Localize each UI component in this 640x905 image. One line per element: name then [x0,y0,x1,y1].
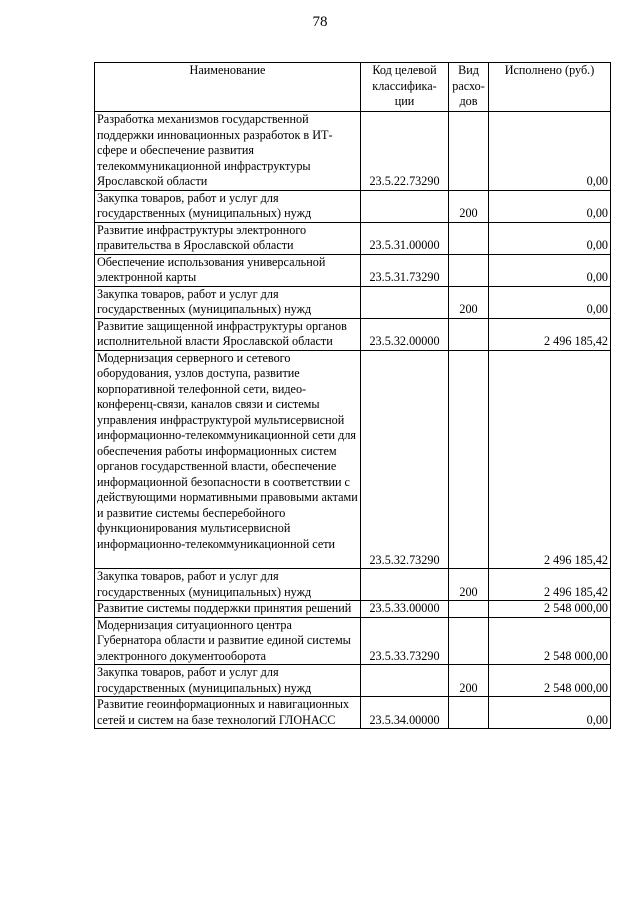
cell-name-text: Развитие геоинформационных и навигационных сетей и систем на базе технологий ГЛОНАСС [97,697,350,727]
table-row [95,318,611,350]
table-row [95,286,611,318]
cell-name [95,190,361,222]
cell-name-text: Закупка товаров, работ и услуг для государственных (муниципальных) нужд [97,569,312,599]
table-row [95,601,611,618]
cell-code: 23.5.33.00000 [361,601,449,618]
cell-name-text: Развитие системы поддержки принятия решений [97,601,352,615]
cell-amount: 0,00 [489,112,611,191]
table-row [95,569,611,601]
cell-code: 23.5.22.73290 [361,112,449,191]
cell-name-text: Закупка товаров, работ и услуг для государственных (муниципальных) нужд [97,665,312,695]
cell-name [95,601,361,618]
cell-code [361,665,449,697]
cell-amount: 2 496 185,42 [489,569,611,601]
cell-name [95,318,361,350]
column-header-name: Наименование [95,63,361,112]
cell-type [449,318,489,350]
cell-type: 200 [449,286,489,318]
cell-type: 200 [449,190,489,222]
cell-name [95,617,361,665]
table-row [95,697,611,729]
cell-type [449,222,489,254]
cell-type [449,617,489,665]
cell-amount: 0,00 [489,222,611,254]
cell-code: 23.5.32.00000 [361,318,449,350]
cell-code: 23.5.31.00000 [361,222,449,254]
column-header-code: Код целевой классифика-ции [361,63,449,112]
cell-type: 200 [449,665,489,697]
table-row [95,254,611,286]
table-row [95,617,611,665]
cell-name [95,697,361,729]
cell-type: 200 [449,569,489,601]
cell-amount: 2 548 000,00 [489,617,611,665]
cell-name-text: Модернизация ситуационного центра Губернатора области и развитие единой системы электронного документооборота [97,617,351,663]
column-header-amount: Исполнено (руб.) [489,63,611,112]
cell-name-text: Модернизация серверного и сетевого оборудования, узлов доступа, развитие корпоративной телефонной сети, видео-конференц-связи, каналов связи и системы управления инфраструктурой мультисервисной информационно-телекоммуникационной сети для обеспечения работы информационных систем органов государственной власти, обеспечение информационной безопасности в соответствии с действующими нормативными правовыми актами и развитие системы бесперебойного функционирования мультисервисной информационно-телекоммуникационной сети [97,350,358,551]
cell-code [361,190,449,222]
cell-name [95,665,361,697]
table-row [95,665,611,697]
cell-amount: 2 548 000,00 [489,601,611,618]
page-number: 78 [312,14,328,30]
cell-type [449,601,489,618]
cell-code [361,569,449,601]
cell-name-text: Закупка товаров, работ и услуг для государственных (муниципальных) нужд [97,286,312,316]
cell-amount: 0,00 [489,254,611,286]
table-row [95,190,611,222]
cell-amount: 0,00 [489,190,611,222]
table-row [95,112,611,191]
cell-amount: 0,00 [489,697,611,729]
cell-code [361,286,449,318]
cell-type [449,112,489,191]
cell-code: 23.5.31.73290 [361,254,449,286]
cell-type [449,350,489,569]
cell-amount: 2 548 000,00 [489,665,611,697]
cell-amount: 2 496 185,42 [489,350,611,569]
cell-name [95,254,361,286]
budget-execution-table [94,62,611,729]
cell-name-text: Закупка товаров, работ и услуг для государственных (муниципальных) нужд [97,190,312,220]
cell-amount: 2 496 185,42 [489,318,611,350]
cell-name-text: Обеспечение использования универсальной электронной карты [97,254,326,284]
cell-name [95,286,361,318]
cell-type [449,697,489,729]
table-row [95,222,611,254]
table-body [95,112,611,729]
cell-type [449,254,489,286]
cell-name-text: Разработка механизмов государственной поддержки инновационных разработок в ИТ-сфере и обеспечение развития телекоммуникационной инфраструктуры Ярославской области [97,112,333,188]
cell-code: 23.5.34.00000 [361,697,449,729]
column-header-type: Вид расхо-дов [449,63,489,112]
cell-code: 23.5.33.73290 [361,617,449,665]
cell-amount: 0,00 [489,286,611,318]
cell-name-text: Развитие инфраструктуры электронного правительства в Ярославской области [97,222,307,252]
table-row [95,350,611,569]
cell-code: 23.5.32.73290 [361,350,449,569]
table-header-row [95,63,611,112]
cell-name-text: Развитие защищенной инфраструктуры органов исполнительной власти Ярославской области [97,318,347,348]
cell-name [95,569,361,601]
cell-name [95,112,361,191]
cell-name [95,350,361,569]
cell-name [95,222,361,254]
